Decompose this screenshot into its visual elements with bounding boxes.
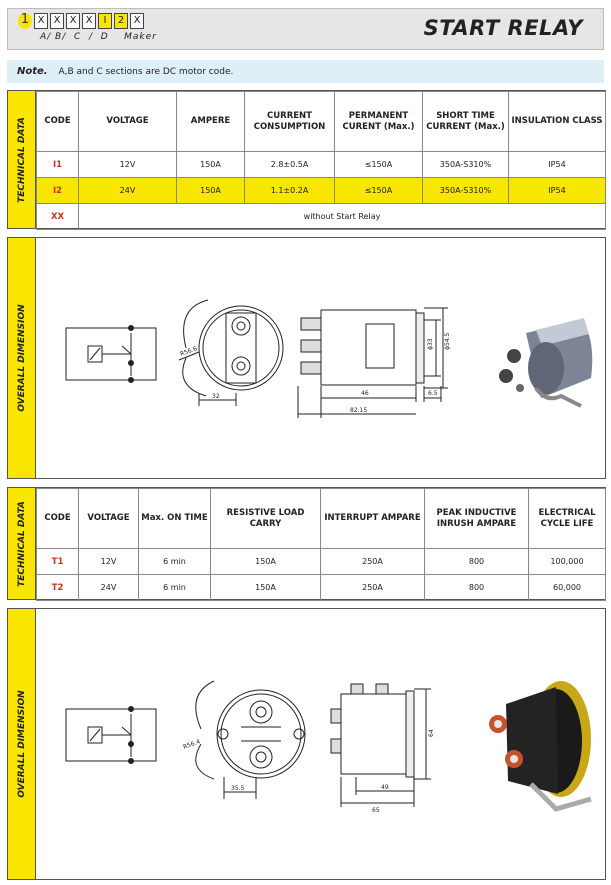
page-title: START RELAY [423, 16, 583, 40]
dim-width: 35.5 [231, 785, 245, 792]
col-header: VOLTAGE [79, 92, 177, 152]
dim-radius: R56.6 [179, 345, 199, 358]
drawings-1 [36, 238, 605, 478]
cell: 150A [211, 549, 321, 575]
cell: 24V [79, 178, 177, 204]
dimension-drawing-1 [36, 238, 606, 478]
dim-length-total: 82.15 [350, 407, 368, 414]
cell: 350A-S310% [423, 178, 509, 204]
dim-length-1: 46 [361, 390, 369, 397]
side-label-box [8, 238, 36, 478]
dim-radius: R56.4 [182, 738, 202, 751]
side-label: OVERALL DIMENSION [16, 304, 27, 412]
col-header: VOLTAGE [79, 489, 139, 549]
dimension-section-2 [7, 608, 606, 880]
cell: 6 min [139, 575, 211, 601]
dim-height-2: ϕ54.5 [444, 332, 451, 350]
note-bar [7, 60, 604, 83]
side-label: TECHNICAL DATA [16, 116, 27, 203]
code-box: 2 [114, 13, 128, 29]
table-row [37, 152, 606, 178]
code-box: X [82, 13, 96, 29]
col-header: CODE [37, 92, 79, 152]
cell: 1.1±0.2A [245, 178, 335, 204]
dim-width: 32 [212, 393, 220, 400]
cell: I1 [37, 152, 79, 178]
note-text: A,B and C sections are DC motor code. [58, 67, 234, 77]
cell: T1 [37, 549, 79, 575]
side-label: OVERALL DIMENSION [16, 690, 27, 798]
cell: 24V [79, 575, 139, 601]
cell: 150A [211, 575, 321, 601]
cell: 250A [321, 575, 425, 601]
code-box: X [66, 13, 80, 29]
cell: without Start Relay [79, 204, 606, 230]
col-header: PERMANENT CURENT (Max.) [335, 92, 423, 152]
product-code [18, 13, 144, 29]
note-label: Note. [17, 66, 48, 77]
side-label-box [8, 91, 36, 228]
tech-table-1 [36, 91, 606, 230]
cell: IP54 [509, 152, 606, 178]
dim-height-1: ϕ33 [427, 338, 434, 350]
col-header: Max. ON TIME [139, 489, 211, 549]
cell: 100,000 [529, 549, 606, 575]
cell: ≤150A [335, 178, 423, 204]
drawings-2 [36, 609, 605, 879]
table-row [37, 575, 606, 601]
col-header: AMPERE [177, 92, 245, 152]
side-label: TECHNICAL DATA [16, 500, 27, 587]
cell: 150A [177, 152, 245, 178]
side-label-box [8, 488, 36, 599]
dim-height: 64 [428, 729, 435, 737]
cell: 250A [321, 549, 425, 575]
dimension-section-1 [7, 237, 606, 479]
cell: 800 [425, 575, 529, 601]
cell: 12V [79, 549, 139, 575]
tech-table-2 [36, 488, 606, 601]
cell: XX [37, 204, 79, 230]
dim-length-1: 49 [381, 784, 389, 791]
dimension-drawing-2 [36, 609, 606, 879]
code-box: I [98, 13, 112, 29]
cell: ≤150A [335, 152, 423, 178]
cell: IP54 [509, 178, 606, 204]
cell: I2 [37, 178, 79, 204]
code-box: 1 [18, 13, 32, 29]
code-box: X [130, 13, 144, 29]
wiring-schematic [66, 707, 156, 764]
tech-data-section-1 [7, 90, 606, 229]
cell: 800 [425, 549, 529, 575]
col-header: SHORT TIME CURRENT (Max.) [423, 92, 509, 152]
header-bar [7, 8, 604, 50]
col-header: ELECTRICAL CYCLE LIFE [529, 489, 606, 549]
tech-data-section-2 [7, 487, 606, 600]
wiring-schematic [66, 326, 156, 383]
side-view [298, 308, 448, 418]
cell: 150A [177, 178, 245, 204]
cell: T2 [37, 575, 79, 601]
col-header: INTERRUPT AMPARE [321, 489, 425, 549]
relay-photo [489, 681, 591, 809]
col-header: RESISTIVE LOAD CARRY [211, 489, 321, 549]
table-row [37, 549, 606, 575]
code-box: X [50, 13, 64, 29]
col-header: INSULATION CLASS [509, 92, 606, 152]
table-row [37, 178, 606, 204]
table-row [37, 204, 606, 230]
side-label-box [8, 609, 36, 879]
code-legend: A/ B/ C / D Maker [40, 32, 157, 42]
dim-length-total: 65 [372, 807, 380, 814]
dim-length-2: 6.5 [428, 390, 438, 397]
front-view [196, 681, 305, 799]
cell: 2.8±0.5A [245, 152, 335, 178]
col-header: CURRENT CONSUMPTION [245, 92, 335, 152]
code-box: X [34, 13, 48, 29]
cell: 6 min [139, 549, 211, 575]
cell: 60,000 [529, 575, 606, 601]
cell: 12V [79, 152, 177, 178]
relay-photo [499, 318, 592, 406]
col-header: PEAK INDUCTIVE INRUSH AMPARE [425, 489, 529, 549]
col-header: CODE [37, 489, 79, 549]
cell: 350A-S310% [423, 152, 509, 178]
